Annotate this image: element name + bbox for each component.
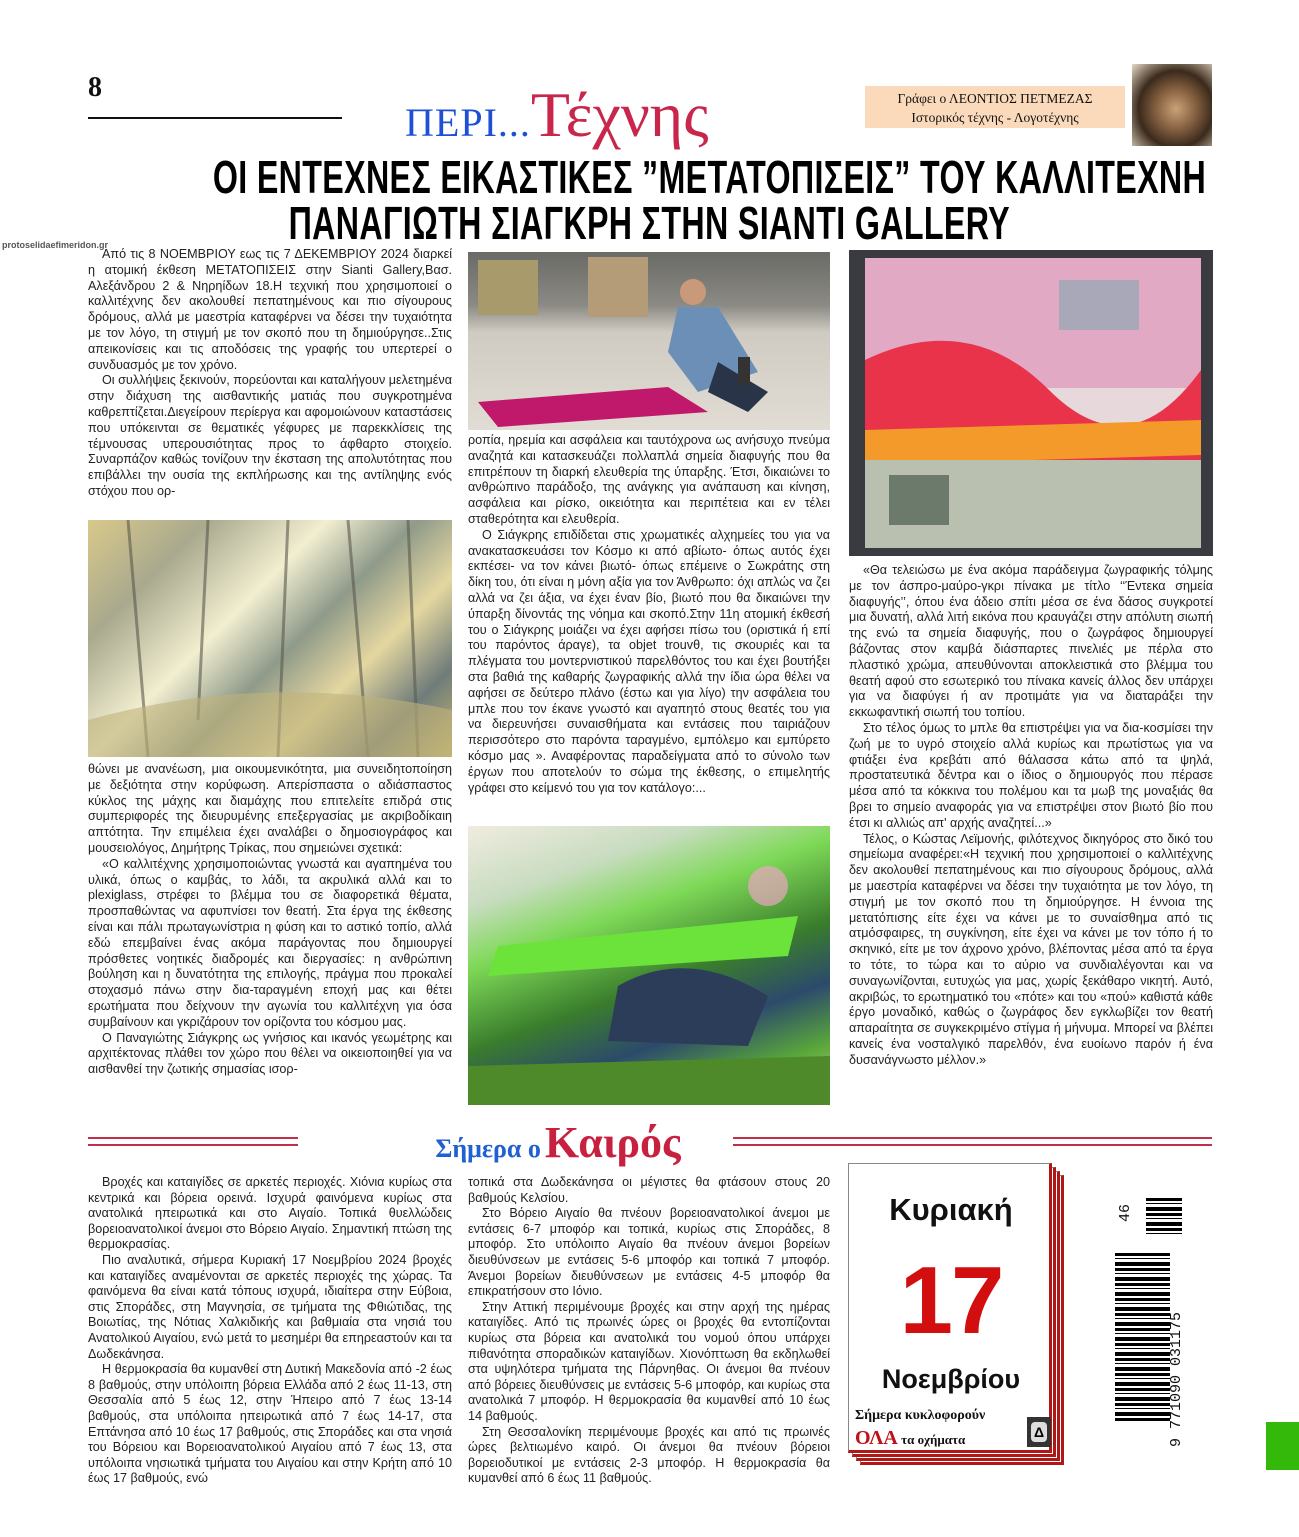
- calendar-date: 17: [899, 1247, 1003, 1354]
- article-col3: [849, 563, 1213, 1069]
- headline-line-1: ΟΙ ΕΝΤΕΧΝΕΣ ΕΙΚΑΣΤΙΚΕΣ ”ΜΕΤΑΤΟΠΙΣΕΙΣ” ΤΟΥ ΚΑΛΛΙΤΕΧΝΗ: [212, 151, 1207, 203]
- paragraph: Στην Αττική περιμένουμε βροχές και στην αρχή της ημέρας καταιγίδες. Από τις πρωινές ώρες οι βροχές θα εντοπίζονται κυρίως στα βόρεια και ανατολικά του νομού όπου υπάρχει πιθανότητα σποραδικών καταιγίδων. Χιονόπτωση θα εκδηλωθεί στα υψηλότερα τμήματα της Πάρνηθας. Οι άνεμοι θα πνέουν από βόρειες διευθύνσεις με εντάσεις 5-6 μποφόρ, και κυρίως στα ανατολικά 7 μποφόρ. Η θερμοκρασία θα κυμανθεί από 10 έως 14 βαθμούς.: [468, 1299, 830, 1423]
- paragraph: «Ο καλλιτέχνης χρησιμοποιώντας γνωστά και αγαπημένα του υλικά, όπως ο καμβάς, το λάδι, τα ακρυλικά αλλά και το plexiglass, στρέφει το βλέμμα του σε διαφορετικά θέματα, προσπαθώντας να αφυπνίσει τον θεατή. Στα έργα της έκθεσης είναι και πάλι πρωταγωνίστρια η φύση και το αστικό τοπίο, αλλά εδώ επεμβαίνει ένας ακόμα παράγοντας που δημιουργεί πρόσθετες νοητικές διαδρομές και διεργασίες: η ανθρώπινη βούληση και η δυνατότητα της επιλογής, πράγμα που προκαλεί στοχασμό πάνω στην δια-ταραγμένη εποχή μας και θέτει ερωτήματα που δείχνουν την αγωνία του καλλιτέχνη για όσα συμβαίνουν και γκριζάρουν τον ορίζοντα του κόσμου μας.: [88, 856, 452, 1029]
- paragraph: Ο Παναγιώτης Σιάγκρης ως γνήσιος και ικανός γεωμέτρης και αρχιτέκτονας πλάθει τον χώρο που θέλει να οικειοποιηθεί για να αισθανθεί την ζωτικής σημασίας ισορ-: [88, 1030, 452, 1077]
- issue-number: 46: [1117, 1204, 1134, 1223]
- weather-title: Σήμερα ο Καιρός: [435, 1118, 681, 1167]
- artist-painting-photo: [468, 252, 830, 430]
- weather-col1: [88, 1175, 452, 1487]
- author-photo: [1132, 64, 1212, 146]
- paragraph: Τέλος, ο Κώστας Λεϊμονής, φιλότεχνος δικηγόρος στο δικό του σημείωμα αναφέρει:«Η τεχνική που χρησιμοποιεί ο καλλιτέχνης δεν ακολουθεί πεπατημένους και πιο σίγουρους δρόμους, αλλά με μαεστρία καταφέρνει να δέσει την τυχαιότητα με τον λόγο, τη στιγμή με τον σκοπό που τη δημιούργησε. Η έννοια της μετατόπισης είτε έχει να κάνει με το συναίσθημα από τις ατμόσφαιρες, τη συγκίνηση, είτε έχει να κάνει με τον τόπο ή το σκηνικό, είτε με τον άχρονο χρόνο, βλέποντας μέσα από τα έργα το τότε, το τώρα και το αύριο να συνδιαλέγονται και να συναγωνίζονται, ευτυχώς για μας, χωρίς ξεκάθαρο νικητή. Αυτό, ακριβώς, το ερωτηματικό του «πότε» και του «πού» καθιστά κάθε έργο μοναδικό, καθώς ο ζωγράφος δεν εγκλωβίζει τον θεατή απαραίτητα σε συγκεκριμένο στίγμα ή μήνυμα. Μπορεί να βλέπει κανείς ένα νοσταλγικό παρελθόν, ένα ευοίωνο παρόν ή ένα δυσανάγνωστο μέλλον.»: [849, 831, 1213, 1067]
- paragraph: Πιο αναλυτικά, σήμερα Κυριακή 17 Νοεμβρίου 2024 βροχές και καταιγίδες αναμένονται σε αρκετές περιοχές της χώρας. Τα φαινόμενα θα είναι κατά τόπους ισχυρά, ιδιαίτερα στην Εύβοια, στις Σποράδες, στη Μαγνησία, σε τμήματα της Φθιώτιδας, της Βοιωτίας, της Νότιας Χαλκιδικής και βαθμιαία στα νησιά του Ανατολικού Αιγαίου, ενώ μετά το μεσημέρι θα επηρεαστούν και τα Δωδεκάνησα.: [88, 1252, 452, 1361]
- article-col1-top: [88, 247, 452, 500]
- calendar-month: Νοεμβρίου: [881, 1364, 1021, 1394]
- section-title: [405, 78, 709, 152]
- author-role: Ιστορικός τέχνης - Λογοτέχνης: [911, 110, 1079, 125]
- weather-header: [88, 1117, 1212, 1167]
- paragraph: Στο Βόρειο Αιγαίο θα πνέουν βορειοανατολικοί άνεμοι με εντάσεις 6-7 μποφόρ και τοπικά, κυρίως στις Σποράδες, 8 μποφόρ. Στο υπόλοιπο Αιγαίο θα πνέουν άνεμοι βορείων διευθύνσεων με εντάσεις 5-6 μποφόρ και τοπικά 7 μποφόρ. Άνεμοι βορείων διευθύνσεων με εντάσεις 4-5 μποφόρ θα επικρατήσουν στο Ιόνιο.: [468, 1206, 830, 1299]
- section-prefix: ΠΕΡΙ...: [405, 100, 531, 145]
- painting-red-image: [849, 250, 1213, 556]
- paragraph: θώνει με ανανέωση, μια οικουμενικότητα, μια συνειδητοποίηση με δεξιότητα στην κορύφωση. Απερίσπαστα ο αδιάσπαστος κύκλος της μάχης και διαμάχης που επιτελείτε επιδρά στις συμπεριφορές της διευρυμένης επεξεργασίας με ακριβοδίκαιη απτότητα. Την επιμέλεια έχει αναλάβει ο δημοσιογράφος και μουσειολόγος, Δημήτρης Τρίκας, που σημειώνει σχετικά:: [88, 762, 452, 855]
- section-name: Τέχνης: [530, 79, 709, 150]
- article-col1-bottom: [88, 762, 452, 1078]
- painting-forest-image: [88, 520, 452, 757]
- painting-green-image: [468, 826, 830, 1105]
- paragraph: «Θα τελειώσω με ένα ακόμα παράδειγμα ζωγραφικής τόλμης με τον άσπρο-μαύρο-γκρι πίνακα με τίτλο ‘‘Έντεκα σημεία διαφυγής’’, όπου ένα άδειο σπίτι μέσα σε ένα δάσος συγκροτεί μια δυνατή, αλλά λιτή εικόνα που κραυγάζει στην απόλυτη σιωπή της ενώ τα σημεία διαφυγής, που ο ζωγράφος δημιουργεί βάζοντας στον καμβά διάσπαρτες πινελιές με πέρλα στο πλαστικό χρώμα, απευθύνονται αποκλειστικά στο βλέμμα του θεατή αφού στο εσωτερικό του πίνακα κανείς άλλος δεν υπάρχει για να διαφύγει ή αν προτιμάτε για να διαταράξει την εκκωφαντική σιωπή του τοπίου.: [849, 563, 1213, 720]
- delta-badge-icon: Δ: [1027, 1417, 1051, 1447]
- traffic-note: Σήμερα κυκλοφορούν: [855, 1408, 986, 1423]
- paragraph: ροπία, ηρεμία και ασφάλεια και ταυτόχρονα ως ανήσυχο πνεύμα αναζητά και κατασκευάζει πολλαπλά σημεία διαφυγής που θα επιτρέπουν τη διαρκή ελευθερία της ύπαρξης. Έτσι, δικαιώνει το ανθρώπινο παράδοξο, της ανάγκης για ανάπαυση και κίνηση, ασφάλεια και ρίσκο, οικειότητα και περιπέτεια και εν τέλει σταθερότητα και ελευθερία.: [468, 433, 830, 526]
- author-name: Γράφει ο ΛΕΟΝΤΙΟΣ ΠΕΤΜΕΖΑΣ: [897, 91, 1093, 106]
- paragraph: Στη Θεσσαλονίκη περιμένουμε βροχές και από τις πρωινές ώρες βελτιωμένο καιρό. Οι άνεμοι θα πνέουν βόρειοι βορειοδυτικοί με εντάσεις 2-3 μποφόρ. Η θερμοκρασία θα κυμανθεί από 6 έως 11 βαθμούς.: [468, 1424, 830, 1486]
- paragraph: Στο τέλος όμως το μπλε θα επιστρέψει για να δια-κοσμίσει την ζωή με το υγρό στοιχείο αλλά κυρίως και πρωτίστως για να φτιάξει ένα κρεβάτι από θάλασσα κάτω από τα ψηλά, προστατευτικά δέντρα και ο ίδιος ο δημιουργός που πέρασε μέσα από τα κόκκινα του πολέμου και τα μωβ της μοναξιάς θα βρει το σημείο αναφοράς για να επιστρέψει στον βιωτό βίο που έτσι κι αλλιώς απ' αρχής αναζητεί...»: [849, 720, 1213, 830]
- paragraph: Η θερμοκρασία θα κυμανθεί στη Δυτική Μακεδονία από -2 έως 8 βαθμούς, στην υπόλοιπη βόρεια Ελλάδα από 2 έως 11-13, στη Θεσσαλία από 5 έως 12, στην Ήπειρο από 7 έως 13-14 βαθμούς, στα υπόλοιπα ηπειρωτικά από 7 έως 14-17, στα Επτάνησα από 10 έως 17 βαθμούς, στις Σποράδες και στα νησιά του Βόρειου και Βορειοανατολικού Αιγαίου από 7 έως 13, στα υπόλοιπα νησιωτικά τμήματα του Αιγαίου και στην Κρήτη από 10 έως 17 βαθμούς, ενώ: [88, 1362, 452, 1486]
- paragraph: Ο Σιάγκρης επιδίδεται στις χρωματικές αλχημείες του για να ανακατασκευάσει τον Κόσμο κι από αβίωτο- όπως αυτός έχει εκπέσει- να τον κάνει βιωτό- όπως επέμεινε ο Σωκράτης στη δίκη του, ότι είναι η μόνη αξία για τον Άνθρωπο: όχι απλώς να ζει αλλά να ζει άξια, να έχει έναν βίο, βιωτό που θα δικαιώνει την ύπαρξη δίνοντάς της νόημα και σκοπό.Στην 11η ατομική έκθεσή του ο Σιάγκρης μοιάζει να έχει αφήσει πίσω του (οριστικά ή επί του παρόντος άραγε), τα objet trouvθ, τις σκουριές και τα πλέγματα του μοντερνιστικού παρελθόντος του και έχει βουτήξει στα βαθιά της καθαρής ζωγραφικής αλλά την ίδια ώρα θέλει να αφήσει σε δεύτερο πλάνο (έστω και για λίγο) την ασφάλεια του μπλε που τον έκανε γνωστό και αγαπητό στους θεατές του για να διερευνήσει συναισθήματα και εντάσεις που ταιριάζουν περισσότερο στο παρόντα ταραγμένο, εμπόλεμο και εμπύρετο κόσμο μας ». Αναφέροντας παραδείγματα από το σύνολο των έργων που αποτελούν το σώμα της έκθεσης, ο επιμελητής γράφει στο κείμενό του για τον κατάλογο:...: [468, 527, 830, 795]
- divider: [88, 1137, 298, 1146]
- divider: [733, 1137, 1212, 1146]
- paragraph: Βροχές και καταιγίδες σε αρκετές περιοχές. Χιόνια κυρίως στα κεντρικά και βόρεια ορεινά. Ισχυρά φαινόμενα κυρίως στα ανατολικά ηπειρωτικά και στο Αιγαίο. Τοπικά θυελλώδεις βορειοανατολικοί άνεμοι στο Βόρειο Αιγαίο. Σημαντική πτώση της θερμοκρασίας.: [88, 1175, 452, 1252]
- page-number: 8: [88, 72, 102, 103]
- paragraph: Από τις 8 ΝΟΕΜΒΡΙΟΥ εως τις 7 ΔΕΚΕΜΒΡΙΟΥ 2024 διαρκεί η ατομική έκθεση ΜΕΤΑΤΟΠΙΣΕΙΣ στην Sianti Gallery,Βασ. Αλεξάνδρου 2 & Νηρηίδων 18.Η τεχνική που χρησιμοποιεί ο καλλιτέχνης δεν ακολουθεί πεπατημένους και πιο σίγουρους δρόμους, αλλά με μαεστρία καταφέρνει να δέσει την τυχαιότητα με τον λόγο, τη στιγμή με τον σκοπό που τη δημιούργησε..Στις απεικονίσεις και τις αποδόσεις της γραφής του υπερτερεί ο συνδυασμός με τον χρόνο.: [88, 247, 452, 372]
- calendar-page: [848, 1163, 1052, 1453]
- traffic-note-2: ΟΛΑ τα οχήματα: [855, 1427, 966, 1449]
- page-marker: [1266, 1422, 1299, 1470]
- headline-line-2: ΠΑΝΑΓΙΩΤΗ ΣΙΑΓΚΡΗ ΣΤΗΝ SIANTI GALLERY: [288, 197, 1011, 249]
- divider: [88, 117, 342, 119]
- barcode-digits: 9 771090 031175: [1168, 1311, 1185, 1447]
- article-col2: [468, 433, 830, 796]
- weather-col2: [468, 1175, 830, 1487]
- barcode-issue: [1146, 1198, 1182, 1234]
- author-box: [865, 86, 1125, 128]
- paragraph: τοπικά στα Δωδεκάνησα οι μέγιστες θα φτάσουν στους 20 βαθμούς Κελσίου.: [468, 1175, 830, 1205]
- calendar-widget: [848, 1163, 1058, 1463]
- paragraph: Οι συλλήψεις ξεκινούν, πορεύονται και καταλήγουν μελετημένα στην διάχυση της αισθαντικής ματιάς που συγκροτημένα καθρεπτίζεται.Διεγείρουν περίεργα και αφομοιώνουν καταστάσεις που υπόκεινται σε θεματικές γέφυρες με παρεκκλίσεις της τέμνουσας υπερουσιότητας προς το άφθαρτο στοιχείο. Συναρπάζον καθώς τονίζουν την έκσταση της απολυτότητας που επιβάλλει την ουσία της εκπλήρωσης και της αντίληψης ενός στόχου που ορ-: [88, 373, 452, 498]
- watermark: protoselidaefimeridon.gr: [2, 240, 109, 250]
- barcode: [1115, 1253, 1170, 1421]
- calendar-day: Κυριακή: [889, 1192, 1013, 1227]
